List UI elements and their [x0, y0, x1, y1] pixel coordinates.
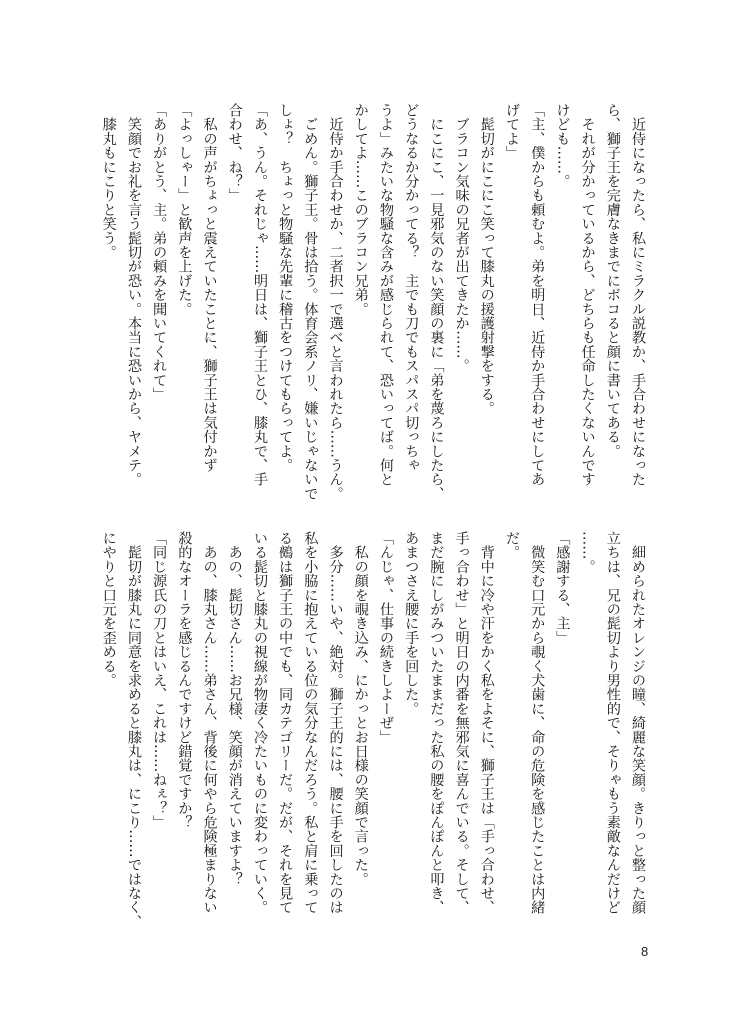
text-line: ブラコン気味の兄者が出てきたか……。 [453, 103, 470, 373]
text-line: にこにこ、一見邪気のない笑顔の裏に「弟を蔑ろにしたら、 [428, 103, 445, 501]
text-line: 髭切がにこにこ笑って膝丸の援護射撃をする。 [478, 103, 495, 416]
text-line: だ。 [503, 531, 520, 560]
text-line: 「んじゃ、仕事の続きしよーぜ」 [377, 531, 394, 744]
text-line: 「あ、うん。それじゃ……明日は、獅子王とひ、膝丸で、手 [251, 103, 268, 487]
text-line: 近侍か手合わせか、二者択一で選べと言われたら……うん。 [327, 103, 344, 501]
text-line: 細められたオレンジの瞳、綺麗な笑顔。きりっと整った顔 [630, 531, 646, 915]
text-line: 私の顔を覗き込み、にかっとお日様の笑顔で言った。 [352, 531, 369, 886]
text-line: にやりと口元を歪める。 [100, 531, 117, 688]
text-block-top [95, 103, 650, 503]
text-line: かしてよ……このブラコン兄弟。 [352, 103, 369, 316]
text-line: 「同じ源氏の刀とはいえ、これは……ねぇ？」 [151, 531, 168, 830]
text-line: けども……。 [554, 103, 571, 189]
page-number: 8 [641, 944, 649, 959]
text-line: 私の声がちょっと震えていたことに、獅子王は気付かず [201, 103, 218, 473]
text-line: ごめん。獅子王。骨は拾う。体育会系ノリ、嫌いじゃないで [302, 103, 319, 501]
text-line: ……。 [579, 531, 596, 574]
text-line: 「よっしゃー」と歓声を上げた。 [176, 103, 193, 316]
text-line: それが分かっているから、どちらも任命したくないんです [579, 103, 596, 487]
text-line: 背中に冷や汗をかく私をよそに、獅子王は「手っ合わせ、 [478, 531, 495, 915]
text-line: 合わせ、ね？」 [226, 103, 243, 203]
text-line: いる髭切と膝丸の視線が物凄く冷たいものに変わっていく。 [251, 531, 268, 915]
text-line: る鵺は獅子王の中でも、同カテゴリーだ。だが、それを見て [277, 531, 294, 915]
text-line: まだ腕にしがみついたままだった私の腰をぽんぽんと叩き、 [428, 531, 445, 915]
text-line: 「主、僕からも頼むよ。弟を明日、近侍か手合わせにしてあ [529, 103, 546, 487]
text-line: あまつさえ腰に手を回した。 [403, 531, 420, 716]
text-line: 手っ合わせ」と明日の内番を無邪気に喜んでいる。そして、 [453, 531, 470, 915]
text-line: 立ちは、兄の髭切より男性的で、そりゃもう素敵なんだけど [604, 531, 621, 915]
text-line: 髭切が膝丸に同意を求めると膝丸は、にこり……ではなく、 [125, 531, 142, 929]
text-line: 笑顔でお礼を言う髭切が恐い。本当に恐いから、ヤメテ。 [125, 103, 142, 487]
text-line: しょ？ ちょっと物騒な先輩に稽古をつけてもらってよ。 [277, 103, 294, 473]
text-line: ら、獅子王を完膚なきまでにボコると顔に書いてある。 [604, 103, 621, 458]
text-line: あの、膝丸さん……弟さん、背後に何やら危険極まりない [201, 531, 218, 915]
text-line: 近侍になったら、私にミラクル説教か、手合わせになった [630, 103, 646, 487]
text-line: うよ」みたいな物騒な含みが感じられて、恐いってば。何と [377, 103, 394, 487]
text-line: 微笑む口元から覗く犬歯に、命の危険を感じたことは内緒 [529, 531, 546, 915]
text-line: 私を小脇に抱えている位の気分なんだろう。私と肩に乗って [302, 531, 319, 915]
text-line: どうなるか分かってる？ 主でも刀でもスパスパ切っちゃ [403, 103, 420, 473]
text-line: 「感謝する、主」 [554, 531, 571, 645]
text-line: 多分……いや、絶対。獅子王的には、腰に手を回したのは [327, 531, 344, 915]
text-line: あの、髭切さん……お兄様、笑顔が消えていますよ？ [226, 531, 243, 886]
text-line: 膝丸もにこりと笑う。 [100, 103, 117, 260]
text-line: 「ありがとう、主。弟の頼みを聞いてくれて」 [151, 103, 168, 402]
text-block-bottom [95, 531, 650, 931]
text-line: げてよ」 [503, 103, 520, 160]
text-line: 殺的なオーラを感じるんですけど錯覚ですか？ [176, 531, 193, 830]
